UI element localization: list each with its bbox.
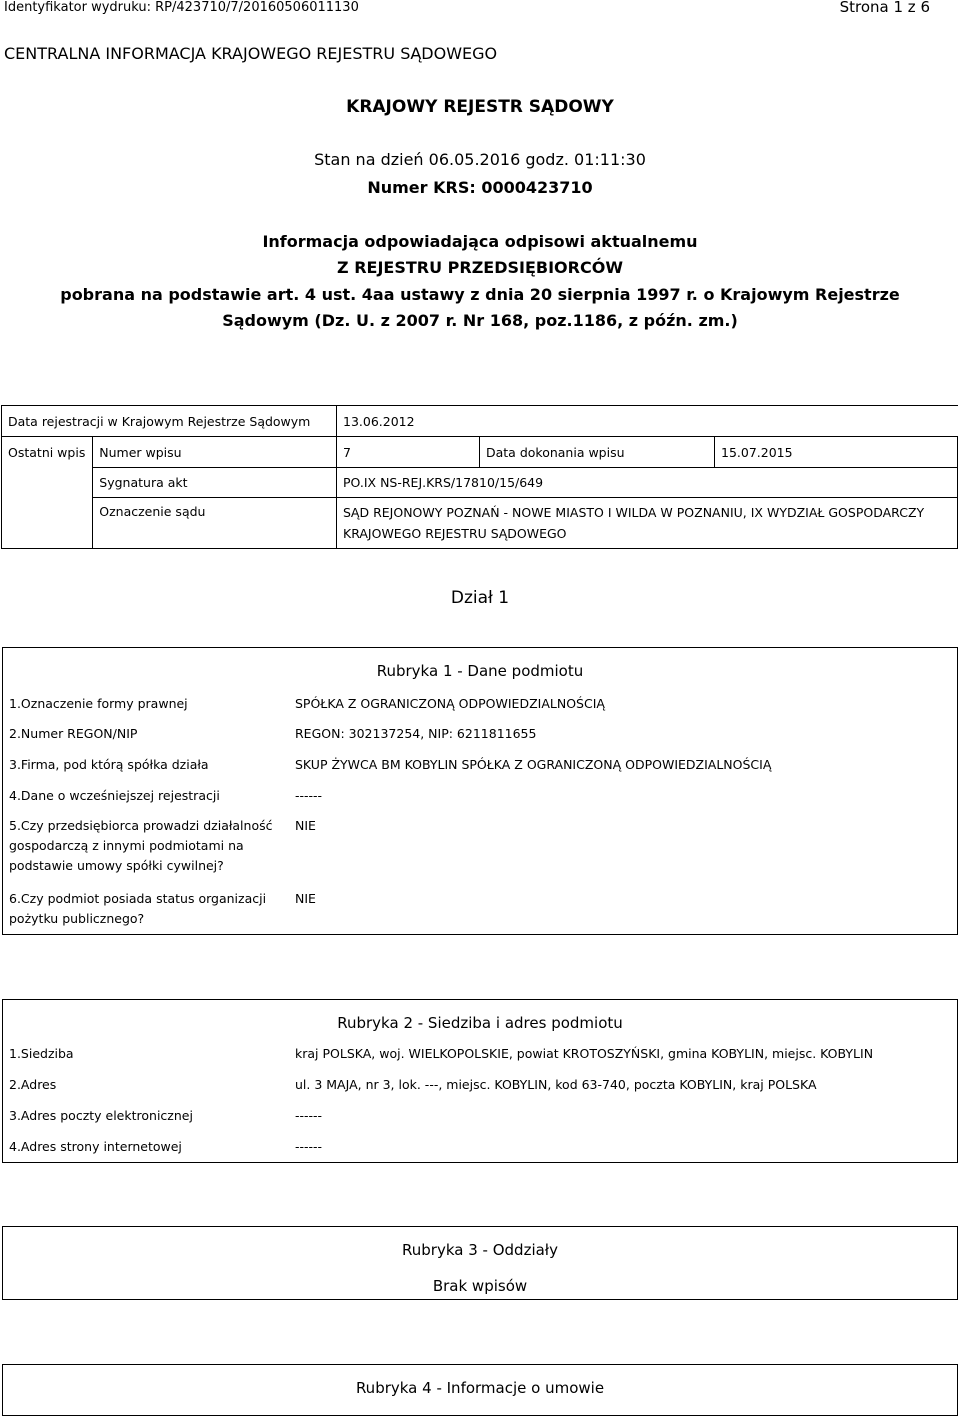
- rubric-3-title: Rubryka 3 - Oddziały: [402, 1241, 558, 1259]
- rubric-2-value-4: ------: [295, 1139, 323, 1154]
- section-title: Dział 1: [450, 588, 510, 608]
- entry-number-label: Numer wpisu: [93, 437, 337, 468]
- info-line-2: Z REJESTRU PRZEDSIĘBIORCÓW: [337, 258, 623, 277]
- info-line-3: pobrana na podstawie art. 4 ust. 4aa ustawy z dnia 20 sierpnia 1997 r. o Krajowym Rejestrze: [60, 285, 900, 304]
- registration-table: [1, 405, 958, 549]
- court-label: Oznaczenie sądu: [93, 498, 337, 549]
- rubric-2-title: Rubryka 2 - Siedziba i adres podmiotu: [337, 1014, 623, 1032]
- page-number: Strona 1 z 6: [839, 0, 930, 16]
- court-value-line-2: KRAJOWEGO REJESTRU SĄDOWEGO: [343, 526, 567, 541]
- reg-date-value: 13.06.2012: [337, 406, 958, 437]
- rubric-1-label-1: 1.Oznaczenie formy prawnej: [9, 696, 188, 711]
- rubric-2-label-1: 1.Siedziba: [9, 1046, 74, 1061]
- status-date: Stan na dzień 06.05.2016 godz. 01:11:30: [314, 150, 646, 169]
- rubric-1-box: [2, 647, 958, 935]
- info-line-1: Informacja odpowiadająca odpisowi aktualnemu: [262, 232, 698, 251]
- rubric-1-label-3: 3.Firma, pod którą spółka działa: [9, 757, 209, 772]
- rubric-1-label-5-line-3: podstawie umowy spółki cywilnej?: [9, 858, 224, 873]
- rubric-2-value-3: ------: [295, 1108, 323, 1123]
- rubric-1-value-1: SPÓŁKA Z OGRANICZONĄ ODPOWIEDZIALNOŚCIĄ: [295, 696, 605, 711]
- rubric-4-box: [2, 1364, 958, 1416]
- entry-date-value: 15.07.2015: [715, 437, 958, 468]
- rubric-2-label-4: 4.Adres strony internetowej: [9, 1139, 182, 1154]
- rubric-1-value-6: NIE: [295, 891, 316, 906]
- rubric-1-label-6: [9, 889, 266, 929]
- info-line-4: Sądowym (Dz. U. z 2007 r. Nr 168, poz.1186, z późn. zm.): [222, 311, 738, 330]
- rubric-1-label-6-line-2: pożytku publicznego?: [9, 911, 145, 926]
- last-entry-label: Ostatni wpis: [2, 437, 93, 549]
- rubric-1-label-4: 4.Dane o wcześniejszej rejestracji: [9, 788, 220, 803]
- rubric-1-label-5-line-1: 5.Czy przedsiębiorca prowadzi działalność: [9, 818, 273, 833]
- court-value-line-1: SĄD REJONOWY POZNAŃ - NOWE MIASTO I WILDA W POZNANIU, IX WYDZIAŁ GOSPODARCZY: [343, 505, 925, 520]
- rubric-3-box: [2, 1226, 958, 1300]
- document-title: KRAJOWY REJESTR SĄDOWY: [346, 97, 614, 117]
- rubric-2-value-1: kraj POLSKA, woj. WIELKOPOLSKIE, powiat KROTOSZYŃSKI, gmina KOBYLIN, miejsc. KOBYLIN: [295, 1046, 874, 1061]
- entry-date-label: Data dokonania wpisu: [480, 437, 715, 468]
- signature-label: Sygnatura akt: [93, 468, 337, 498]
- rubric-2-value-2: ul. 3 MAJA, nr 3, lok. ---, miejsc. KOBYLIN, kod 63-740, poczta KOBYLIN, kraj POLSKA: [295, 1077, 817, 1092]
- rubric-3-empty: Brak wpisów: [432, 1277, 528, 1295]
- rubric-1-title: Rubryka 1 - Dane podmiotu: [376, 662, 584, 680]
- rubric-1-label-2: 2.Numer REGON/NIP: [9, 726, 138, 741]
- court-value: [337, 498, 958, 549]
- rubric-1-value-5: NIE: [295, 818, 316, 833]
- print-id: Identyfikator wydruku: RP/423710/7/20160506011130: [4, 0, 359, 15]
- krs-number: Numer KRS: 0000423710: [367, 178, 593, 197]
- signature-value: PO.IX NS-REJ.KRS/17810/15/649: [337, 468, 958, 498]
- rubric-2-label-3: 3.Adres poczty elektronicznej: [9, 1108, 193, 1123]
- rubric-4-title: Rubryka 4 - Informacje o umowie: [355, 1379, 605, 1397]
- reg-date-label: Data rejestracji w Krajowym Rejestrze Sądowym: [2, 406, 337, 437]
- rubric-1-label-6-line-1: 6.Czy podmiot posiada status organizacji: [9, 891, 267, 906]
- entry-number-value: 7: [337, 437, 480, 468]
- organization-name: CENTRALNA INFORMACJA KRAJOWEGO REJESTRU SĄDOWEGO: [4, 44, 498, 63]
- rubric-1-label-5-line-2: gospodarczą z innymi podmiotami na: [9, 838, 244, 853]
- rubric-1-value-2: REGON: 302137254, NIP: 6211811655: [295, 726, 537, 741]
- rubric-1-value-4: ------: [295, 788, 323, 803]
- rubric-1-value-3: SKUP ŻYWCA BM KOBYLIN SPÓŁKA Z OGRANICZONĄ ODPOWIEDZIALNOŚCIĄ: [295, 757, 772, 772]
- rubric-2-label-2: 2.Adres: [9, 1077, 57, 1092]
- rubric-2-box: [2, 999, 958, 1163]
- rubric-1-label-5: [9, 816, 273, 876]
